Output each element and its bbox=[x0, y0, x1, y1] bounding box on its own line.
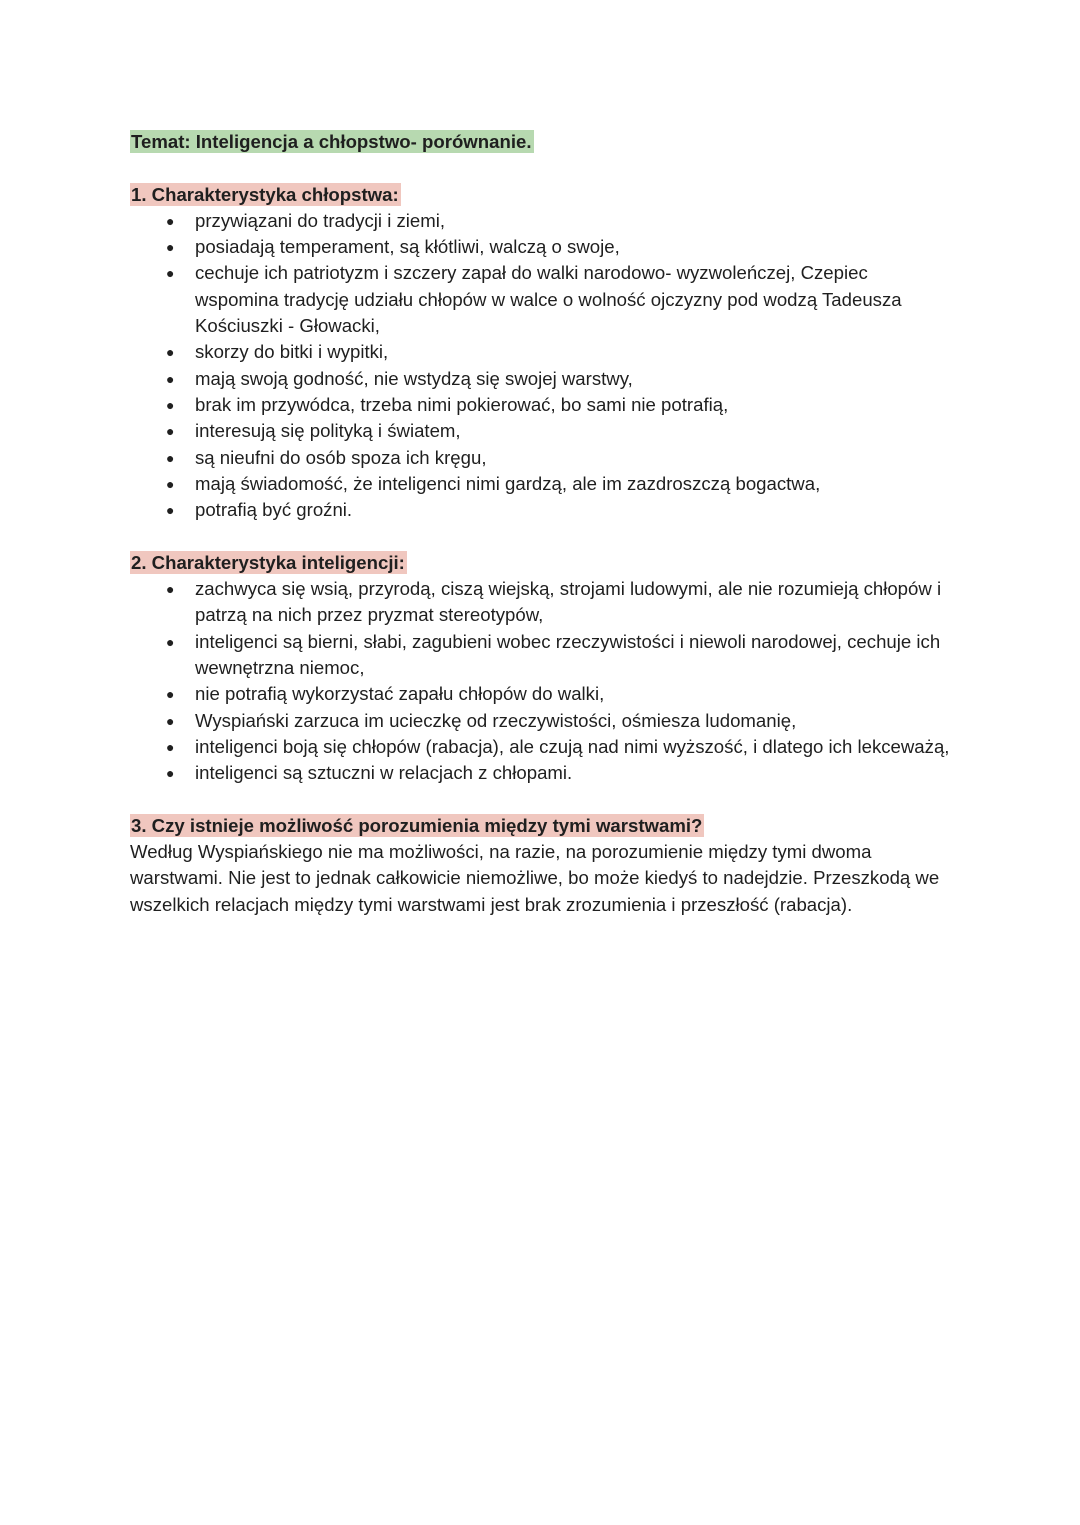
section3-heading: 3. Czy istnieje możliwość porozumienia między tymi warstwami? bbox=[131, 814, 703, 836]
bullet-icon: ● bbox=[166, 581, 175, 598]
list-item: ● przywiązani do tradycji i ziemi, bbox=[130, 208, 950, 234]
bullet-icon: ● bbox=[166, 396, 175, 413]
section2-heading-line bbox=[130, 550, 950, 576]
list-item: ● inteligenci są sztuczni w relacjach z chłopami. bbox=[130, 760, 950, 786]
document-page bbox=[130, 129, 950, 918]
section1-list bbox=[130, 208, 950, 524]
section3-heading-line bbox=[130, 813, 950, 839]
spacer bbox=[130, 155, 950, 181]
list-item: ● mają świadomość, że inteligenci nimi gardzą, ale im zazdroszczą bogactwa, bbox=[130, 471, 950, 497]
section1-heading: 1. Charakterystyka chłopstwa: bbox=[131, 183, 399, 205]
bullet-icon: ● bbox=[166, 212, 175, 229]
list-item: ● interesują się polityką i światem, bbox=[130, 418, 950, 444]
list-item: ● skorzy do bitki i wypitki, bbox=[130, 339, 950, 365]
bullet-icon: ● bbox=[166, 265, 175, 282]
list-item: ● inteligenci boją się chłopów (rabacja), ale czują nad nimi wyższość, i dlatego ich lekceważą, bbox=[130, 734, 950, 760]
bullet-icon: ● bbox=[166, 765, 175, 782]
list-item: ● inteligenci są bierni, słabi, zagubieni wobec rzeczywistości i niewoli narodowej, cechuje ich wewnętrzna niemoc, bbox=[166, 630, 941, 678]
section3-paragraph: Według Wyspiańskiego nie ma możliwości, na razie, na porozumienie między tymi dwoma warstwami. Nie jest to jednak całkowicie niemożliwe, bo może kiedyś to nadejdzie. Przeszkodą we wszelkich relacjach między tymi warstwami jest brak zrozumienia i przeszłość (rabacja). bbox=[130, 841, 940, 915]
bullet-icon: ● bbox=[166, 475, 175, 492]
list-item: ● zachwyca się wsią, przyrodą, ciszą wiejską, strojami ludowymi, ale nie rozumieją chłopów i patrzą na nich przez pryzmat stereotypów, bbox=[166, 578, 942, 626]
list-item: ● posiadają temperament, są kłótliwi, walczą o swoje, bbox=[130, 234, 950, 260]
topic-heading: Temat: Inteligencja a chłopstwo- porównanie. bbox=[131, 131, 532, 152]
bullet-icon: ● bbox=[166, 502, 175, 519]
list-item: ● mają swoją godność, nie wstydzą się swojej warstwy, bbox=[130, 366, 950, 392]
bullet-icon: ● bbox=[166, 344, 175, 361]
section2-list bbox=[130, 576, 950, 786]
list-item: ● cechuje ich patriotyzm i szczery zapał do walki narodowo- wyzwoleńczej, Czepiec wspomina tradycję udziału chłopów w walce o wolność ojczyzny pod wodzą Tadeusza Kościuszki - Głowacki, bbox=[166, 262, 902, 337]
bullet-icon: ● bbox=[166, 712, 175, 729]
topic-line bbox=[130, 129, 950, 155]
spacer bbox=[130, 786, 950, 812]
list-item: ● nie potrafią wykorzystać zapału chłopów do walki, bbox=[130, 681, 950, 707]
list-item: ● potrafią być groźni. bbox=[130, 497, 950, 523]
list-item: ● są nieufni do osób spoza ich kręgu, bbox=[130, 445, 950, 471]
section2-heading: 2. Charakterystyka inteligencji: bbox=[131, 551, 405, 573]
bullet-icon: ● bbox=[166, 738, 175, 755]
bullet-icon: ● bbox=[166, 686, 175, 703]
bullet-icon: ● bbox=[166, 633, 175, 650]
list-item: ● brak im przywódca, trzeba nimi pokierować, bo sami nie potrafią, bbox=[130, 392, 950, 418]
bullet-icon: ● bbox=[166, 370, 175, 387]
section1-heading-line bbox=[130, 182, 950, 208]
bullet-icon: ● bbox=[166, 449, 175, 466]
bullet-icon: ● bbox=[166, 423, 175, 440]
bullet-icon: ● bbox=[166, 239, 175, 256]
list-item: ● Wyspiański zarzuca im ucieczkę od rzeczywistości, ośmiesza ludomanię, bbox=[130, 708, 950, 734]
spacer bbox=[130, 523, 950, 549]
